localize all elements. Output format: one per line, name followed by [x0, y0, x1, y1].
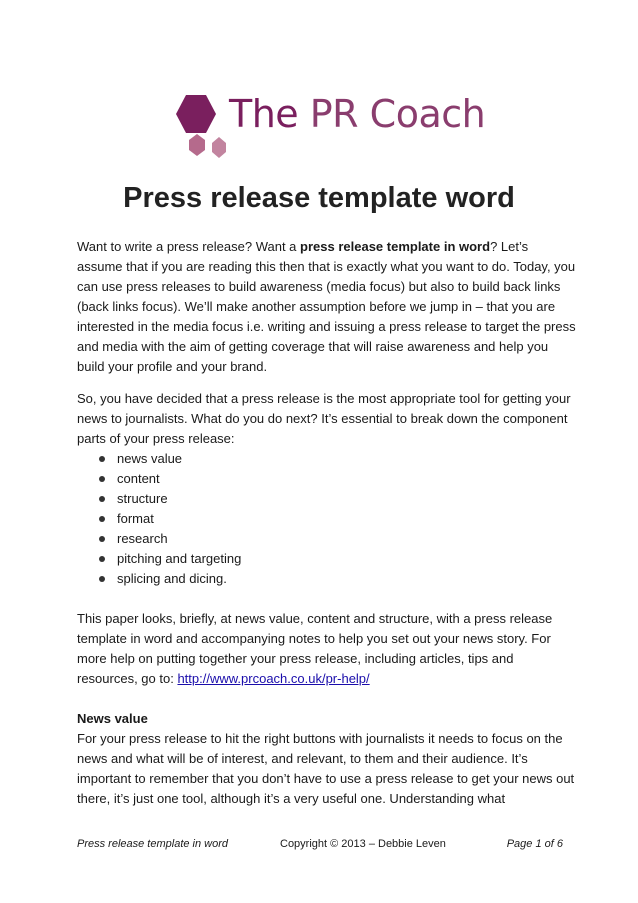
bullet-icon	[99, 456, 105, 462]
list-item-text: content	[117, 471, 160, 486]
bullet-icon	[99, 536, 105, 542]
list-item	[99, 489, 577, 509]
logo-text-the: The	[229, 92, 299, 136]
tiny-hexagon-shape	[189, 134, 205, 156]
hexagon-logo-icon	[165, 92, 229, 172]
footer-page-number: Page 1 of 6	[506, 838, 563, 850]
list-item	[99, 569, 577, 589]
page-footer	[77, 838, 563, 852]
list-item-text: pitching and targeting	[117, 551, 242, 566]
list-item-text: research	[117, 531, 168, 546]
footer-document-title: Press release template in word	[77, 838, 229, 850]
logo-text-pr-coach: PR Coach	[298, 92, 486, 136]
bullet-icon	[99, 496, 105, 502]
bullet-icon	[99, 556, 105, 562]
page-title: Press release template word	[123, 182, 515, 214]
document-body	[77, 237, 577, 809]
footer-copyright: Copyright © 2013 – Debbie Leven	[280, 838, 446, 850]
bullet-icon	[99, 516, 105, 522]
list-item-text: structure	[117, 491, 168, 506]
list-item-text: news value	[117, 451, 183, 466]
list-item-text: splicing and dicing.	[117, 571, 227, 586]
bullet-icon	[99, 476, 105, 482]
logo-wordmark	[229, 92, 486, 136]
overview-paragraph	[77, 609, 577, 689]
list-item	[99, 509, 577, 529]
components-list	[77, 449, 577, 589]
news-value-heading: News value	[77, 711, 148, 726]
components-paragraph: So, you have decided that a press release is the most appropriate tool for getting your news to journalists. What do you do next? It’s essential to break down the component parts of your press release:	[77, 391, 571, 446]
list-item	[99, 529, 577, 549]
intro-text-2: ? Let’s assume that if you are reading this then that is exactly what you want to do. Today, you can use press releases to build awareness (media focus) but also to build back links (back links focus). We’ll make another assumption before we jump in – that you are interested in the media focus i.e. writing and issuing a press release to target the press and media with the aim of getting coverage that will raise awareness and help you build your profile and your brand.	[77, 239, 576, 374]
pr-coach-logo	[165, 92, 485, 172]
list-item	[99, 549, 577, 569]
list-item	[99, 469, 577, 489]
large-hexagon-shape	[176, 95, 216, 133]
overview-text: This paper looks, briefly, at news value, content and structure, with a press release template in word and accompanying notes to help you set out your news story. For more help on putting together your press release, including articles, tips and resources, go to:	[77, 611, 553, 686]
bullet-icon	[99, 576, 105, 582]
list-item	[99, 449, 577, 469]
pr-help-link[interactable]: http://www.prcoach.co.uk/pr-help/	[177, 671, 370, 686]
intro-paragraph	[77, 237, 577, 377]
news-value-paragraph: For your press release to hit the right buttons with journalists it needs to focus on the news and what will be of interest, and relevant, to them and their audience. It’s important to remember that you don’t have to use a press release to get your news out there, it’s just one tool, although it’s a very useful one. Understanding what	[77, 731, 575, 806]
intro-bold-keyword: press release template in word	[300, 239, 491, 254]
small-hexagon-shape	[212, 137, 226, 158]
intro-text-1: Want to write a press release? Want a	[77, 239, 301, 254]
list-item-text: format	[117, 511, 154, 526]
